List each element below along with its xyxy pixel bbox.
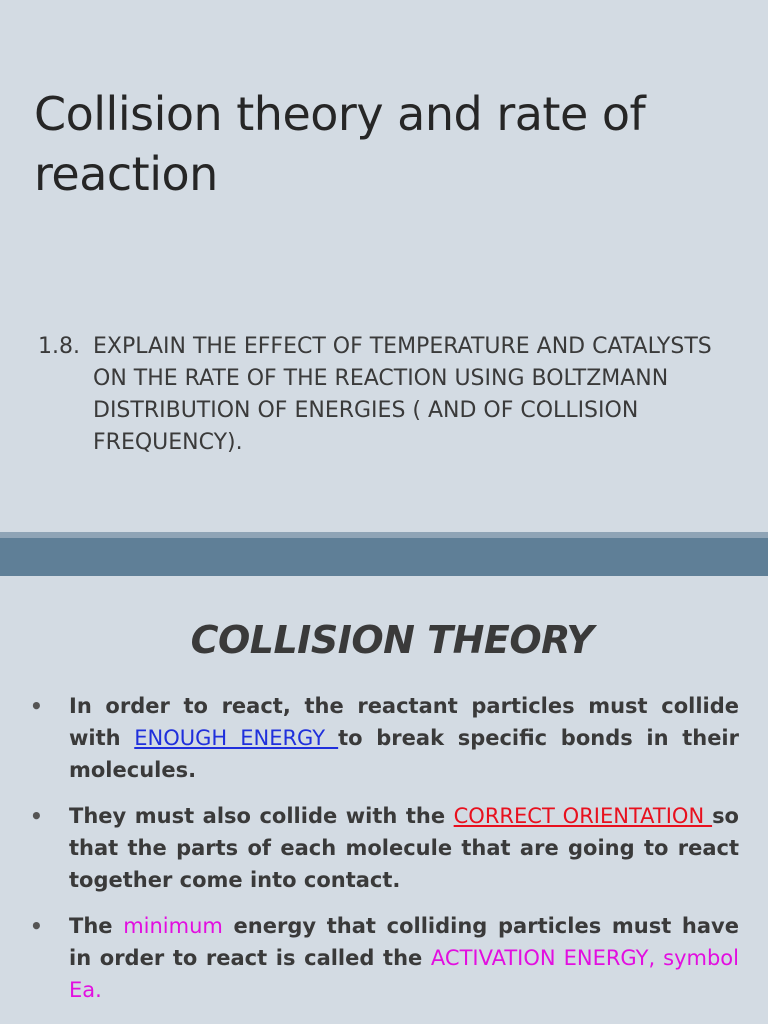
highlight-minimum: minimum: [123, 914, 223, 938]
highlight-activation-energy: ACTIVATION ENERGY, symbol Ea.: [69, 946, 739, 1002]
slide-title: Collision theory and rate of reaction: [34, 87, 646, 201]
bullet-text: so that the parts of each molecule that are going to react together come into contact.: [69, 804, 739, 892]
bullet-text: energy that colliding particles must have in order to react is called the: [69, 914, 739, 970]
bullet-list: [0, 690, 768, 1020]
bullet-icon: •: [30, 694, 43, 718]
bullet-text: They must also collide with the: [69, 804, 454, 828]
highlight-correct-orientation: CORRECT ORIENTATION: [453, 804, 713, 828]
slide-divider-band: [0, 538, 768, 576]
bullet-item-correct-orientation: [0, 800, 739, 896]
objective-text: EXPLAIN THE EFFECT OF TEMPERATURE AND CATALYSTS ON THE RATE OF THE REACTION USING BOLTZMANN DISTRIBUTION OF ENERGIES ( AND OF COLLISION FREQUENCY).: [93, 334, 712, 455]
bullet-item-enough-energy: [0, 690, 739, 786]
bullet-text: In order to react, the reactant particles must collide with: [69, 694, 739, 750]
bullet-text: to break specific bonds in their molecules.: [69, 726, 739, 782]
highlight-enough-energy: ENOUGH ENERGY: [134, 726, 339, 750]
bullet-text: The: [69, 914, 124, 938]
objective-number: 1.8.: [38, 334, 80, 359]
slide-heading: COLLISION THEORY: [190, 618, 594, 662]
bullet-icon: •: [30, 914, 43, 938]
bullet-icon: •: [30, 804, 43, 828]
bullet-item-activation-energy: [0, 910, 739, 1006]
learning-objective: [38, 331, 738, 459]
